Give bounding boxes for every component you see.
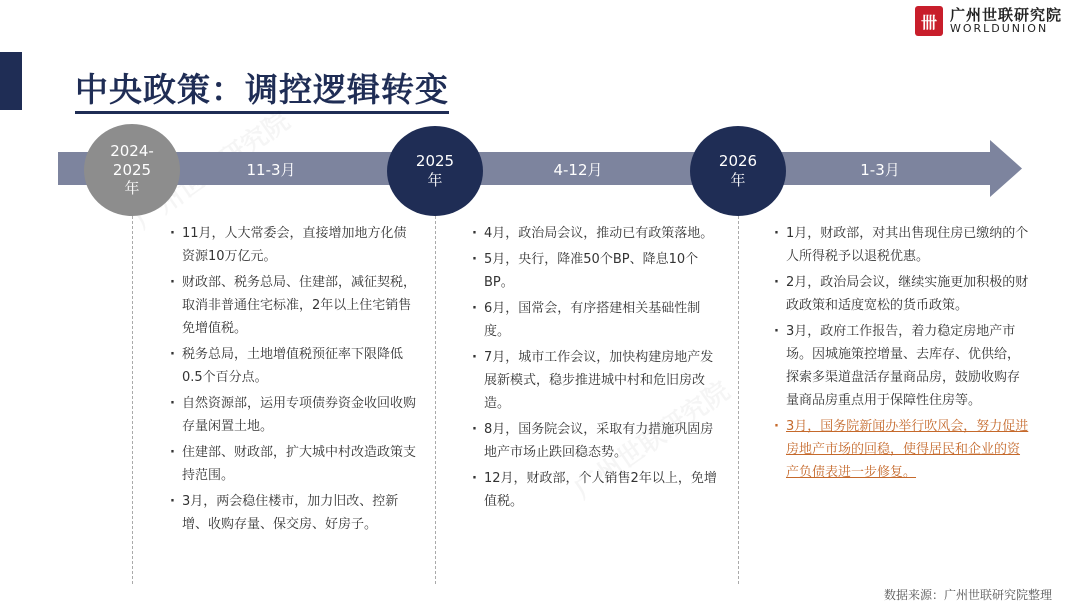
policy-item: · 12月，财政部，个人销售2年以上，免增值税。 [468, 467, 718, 513]
policy-item: · 自然资源部，运用专项债券资金收回收购存量闲置土地。 [166, 392, 416, 438]
period-label: 4-12月 [553, 161, 603, 179]
policy-item: · 11月，人大常委会，直接增加地方化债资源10万亿元。 [166, 222, 416, 268]
policy-list-2025 [468, 222, 718, 516]
timeline-divider [738, 216, 739, 584]
policy-item: · 2月，政治局会议，继续实施更加积极的财政政策和适度宽松的货币政策。 [770, 271, 1032, 317]
logo-name-en: WORLDUNION [949, 22, 1049, 36]
timeline-node-2024-2025: 2024- 2025 年 [84, 124, 180, 216]
policy-list-2024-2025 [166, 222, 416, 539]
timeline-divider [132, 216, 133, 584]
policy-item: · 住建部、财政部，扩大城中村改造政策支持范围。 [166, 441, 416, 487]
policy-item: · 3月，政府工作报告，着力稳定房地产市场。因城施策控增量、去库存、优供给，探索多渠道盘活存量商品房，鼓励收购存量商品房重点用于保障性住房等。 [770, 320, 1032, 412]
period-label: 11-3月 [246, 161, 296, 179]
policy-item: · 4月，政治局会议，推动已有政策落地。 [468, 222, 718, 245]
timeline-node-2025: 2025 年 [387, 126, 483, 216]
policy-item-highlight: · 3月，国务院新闻办举行吹风会，努力促进房地产市场的回稳，使得居民和企业的资产负债表进一步修复。 [770, 415, 1032, 484]
data-source-note: 数据来源：广州世联研究院整理 [883, 588, 1052, 602]
policy-item: · 3月，两会稳住楼市，加力旧改、控新增、收购存量、保交房、好房子。 [166, 490, 416, 536]
timeline-node-2026: 2026 年 [690, 126, 786, 216]
policy-item: · 5月，央行，降准50个BP、降息10个BP。 [468, 248, 718, 294]
policy-item: · 8月，国务院会议，采取有力措施巩固房地产市场止跌回稳态势。 [468, 418, 718, 464]
policy-item: · 财政部、税务总局、住建部，减征契税，取消非普通住宅标准，2年以上住宅销售免增值税。 [166, 271, 416, 340]
period-label: 1-3月 [860, 161, 900, 179]
page-title: 中央政策：调控逻辑转变 [75, 64, 449, 111]
policy-list-2026 [770, 222, 1032, 487]
policy-item: · 1月，财政部，对其出售现住房已缴纳的个人所得税予以退税优惠。 [770, 222, 1032, 268]
timeline-divider [435, 216, 436, 584]
policy-item: · 6月，国常会，有序搭建相关基础性制度。 [468, 297, 718, 343]
policy-item: · 税务总局，土地增值税预征率下限降低0.5个百分点。 [166, 343, 416, 389]
policy-item: · 7月，城市工作会议，加快构建房地产发展新模式，稳步推进城中村和危旧房改造。 [468, 346, 718, 415]
logo-icon: 卌 [915, 6, 943, 36]
logo-name-cn: 广州世联研究院 [949, 5, 1062, 24]
